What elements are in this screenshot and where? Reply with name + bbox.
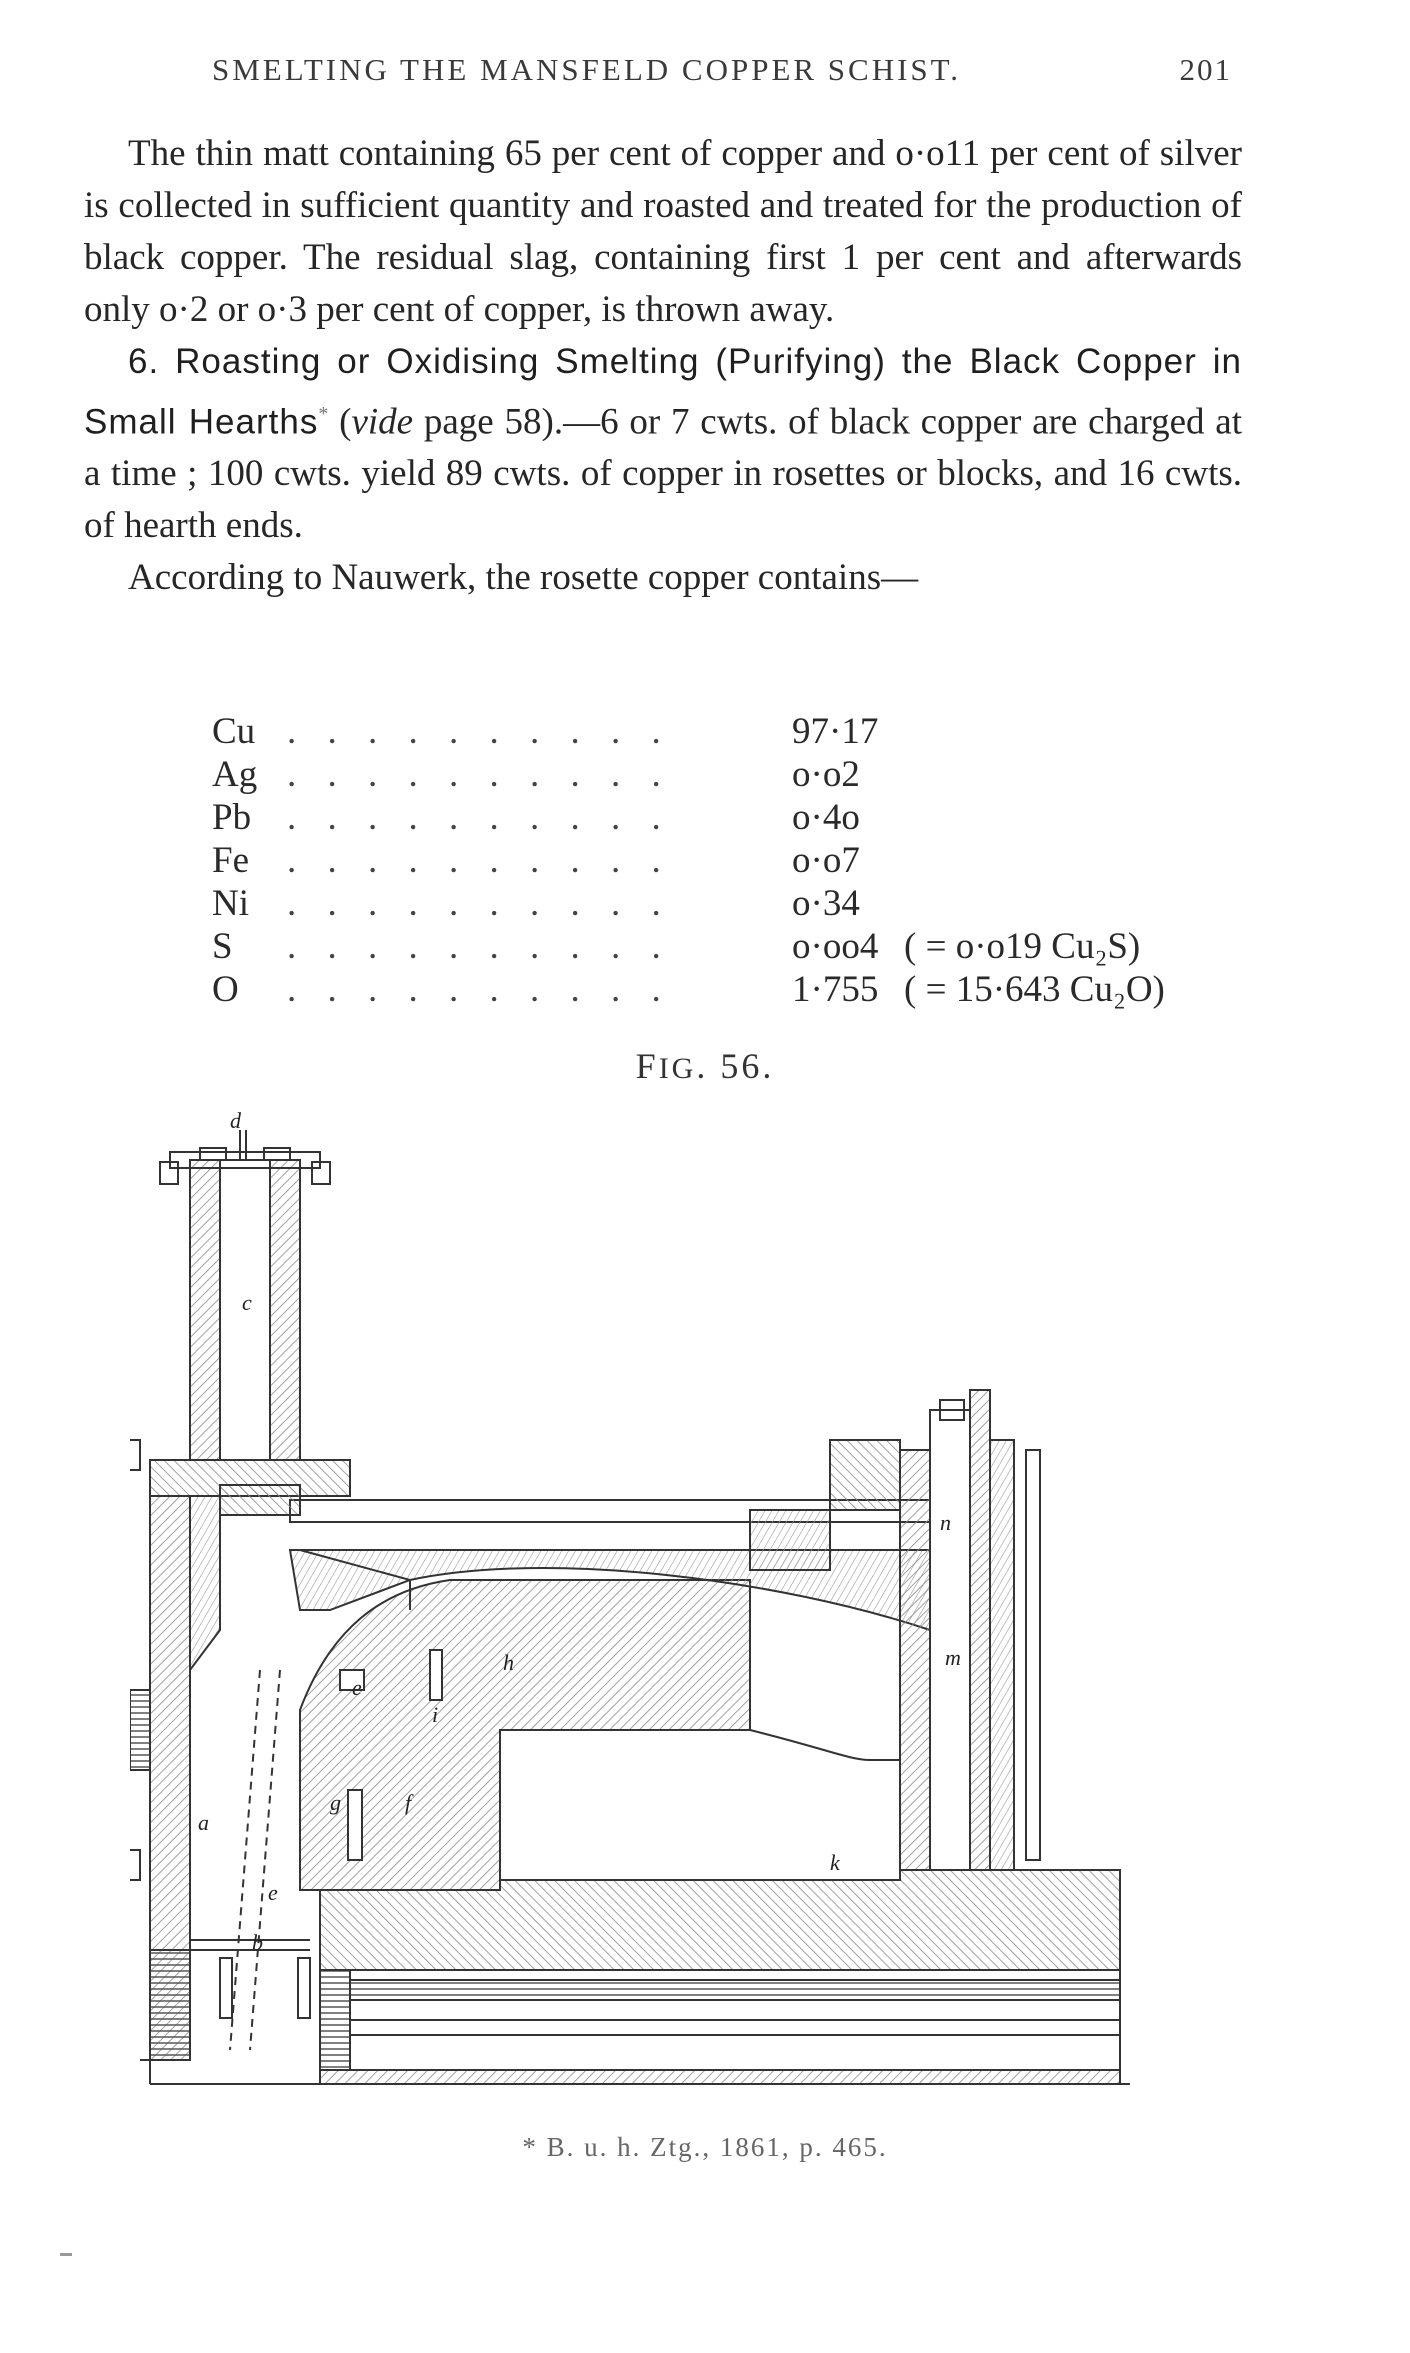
element-value: o·o2 [792, 754, 860, 795]
label-c: c [242, 1290, 252, 1315]
label-d: d [230, 1110, 241, 1133]
margin-mark [60, 2253, 72, 2256]
label-k: k [830, 1850, 840, 1875]
element-symbol: Fe [212, 840, 249, 881]
analysis-row [212, 796, 1242, 839]
label-b: b [252, 1930, 263, 1955]
element-symbol: O [212, 969, 239, 1010]
figure-caption [0, 1045, 1410, 1087]
leader-dots: . . . . . . . . . . [287, 754, 672, 795]
label-e-low: e [268, 1880, 278, 1905]
caption-smallcaps: IG [658, 1052, 697, 1085]
element-value: o·o7 [792, 840, 860, 881]
leader-dots: . . . . . . . . . . [287, 797, 672, 838]
label-g: g [330, 1790, 341, 1815]
element-value: o·4o [792, 797, 860, 838]
analysis-row [212, 710, 1242, 753]
right-wall [900, 1450, 930, 1870]
footnote: * B. u. h. Ztg., 1861, p. 465. [522, 2132, 888, 2162]
analysis-row [212, 753, 1242, 796]
leader-dots: . . . . . . . . . . [287, 883, 672, 924]
reference-rest: page 58).—6 or 7 cwts. of black copper are charged at a time ; 100 cwts. yield 89 cwts. of copper in rosettes or blocks, and 16 cwts. of hearth ends. [84, 401, 1243, 547]
running-head-title: SMELTING THE MANSFELD COPPER SCHIST. [212, 52, 962, 87]
paragraph-matt: The thin matt containing 65 per cent of copper and o·o11 per cent of silver is collected in sufficient quantity and roasted and treated for the production of black copper. The residual slag, containing first 1 per cent and afterwards only o·2 or o·3 per cent of copper, is thrown away. [84, 133, 1242, 330]
chimney-wall-left [190, 1160, 220, 1460]
label-n: n [940, 1510, 951, 1535]
footnote-marker: * [318, 403, 329, 425]
analysis-table [212, 710, 1242, 1011]
analysis-row [212, 968, 1242, 1011]
label-m: m [945, 1645, 961, 1670]
label-a: a [198, 1810, 209, 1835]
element-value: 1·755 [792, 969, 879, 1010]
leader-dots: . . . . . . . . . . [287, 926, 672, 967]
leader-dots: . . . . . . . . . . [287, 840, 672, 881]
section-heading: 6. Roasting or Oxidising Smelting (Purifying) the Black Copper in Small Hearths [84, 342, 1242, 442]
paragraph-nauwerk: According to Nauwerk, the rosette copper contains— [128, 557, 919, 599]
label-f: f [405, 1790, 412, 1815]
page-number: 201 [1179, 52, 1232, 87]
label-h: h [503, 1650, 514, 1675]
element-symbol: Ni [212, 883, 249, 924]
label-i: i [432, 1702, 439, 1727]
element-value: 97·17 [792, 711, 879, 752]
furnace-section-figure [130, 1110, 1200, 2085]
leader-dots: . . . . . . . . . . [287, 711, 672, 752]
element-symbol: Cu [212, 711, 256, 752]
reference-open: ( [328, 401, 352, 443]
label-e-top: e [352, 1675, 362, 1700]
analysis-row [212, 839, 1242, 882]
body-text [84, 128, 1242, 604]
element-symbol: Pb [212, 797, 252, 838]
chimney-wall-right [270, 1160, 300, 1460]
analysis-row [212, 925, 1242, 968]
element-symbol: Ag [212, 754, 258, 795]
analysis-row [212, 882, 1242, 925]
leader-dots: . . . . . . . . . . [287, 969, 672, 1010]
element-equivalent: ( = 15·643 Cu₂O) [904, 969, 1165, 1010]
element-value: o·oo4 [792, 926, 879, 967]
caption-prefix: F [635, 1046, 659, 1086]
element-value: o·34 [792, 883, 860, 924]
vide-word: vide [351, 401, 414, 443]
paragraph-roasting [84, 336, 1242, 552]
element-symbol: S [212, 926, 233, 967]
caption-number: . 56. [696, 1046, 775, 1086]
element-equivalent: ( = o·o19 Cu₂S) [904, 926, 1141, 967]
